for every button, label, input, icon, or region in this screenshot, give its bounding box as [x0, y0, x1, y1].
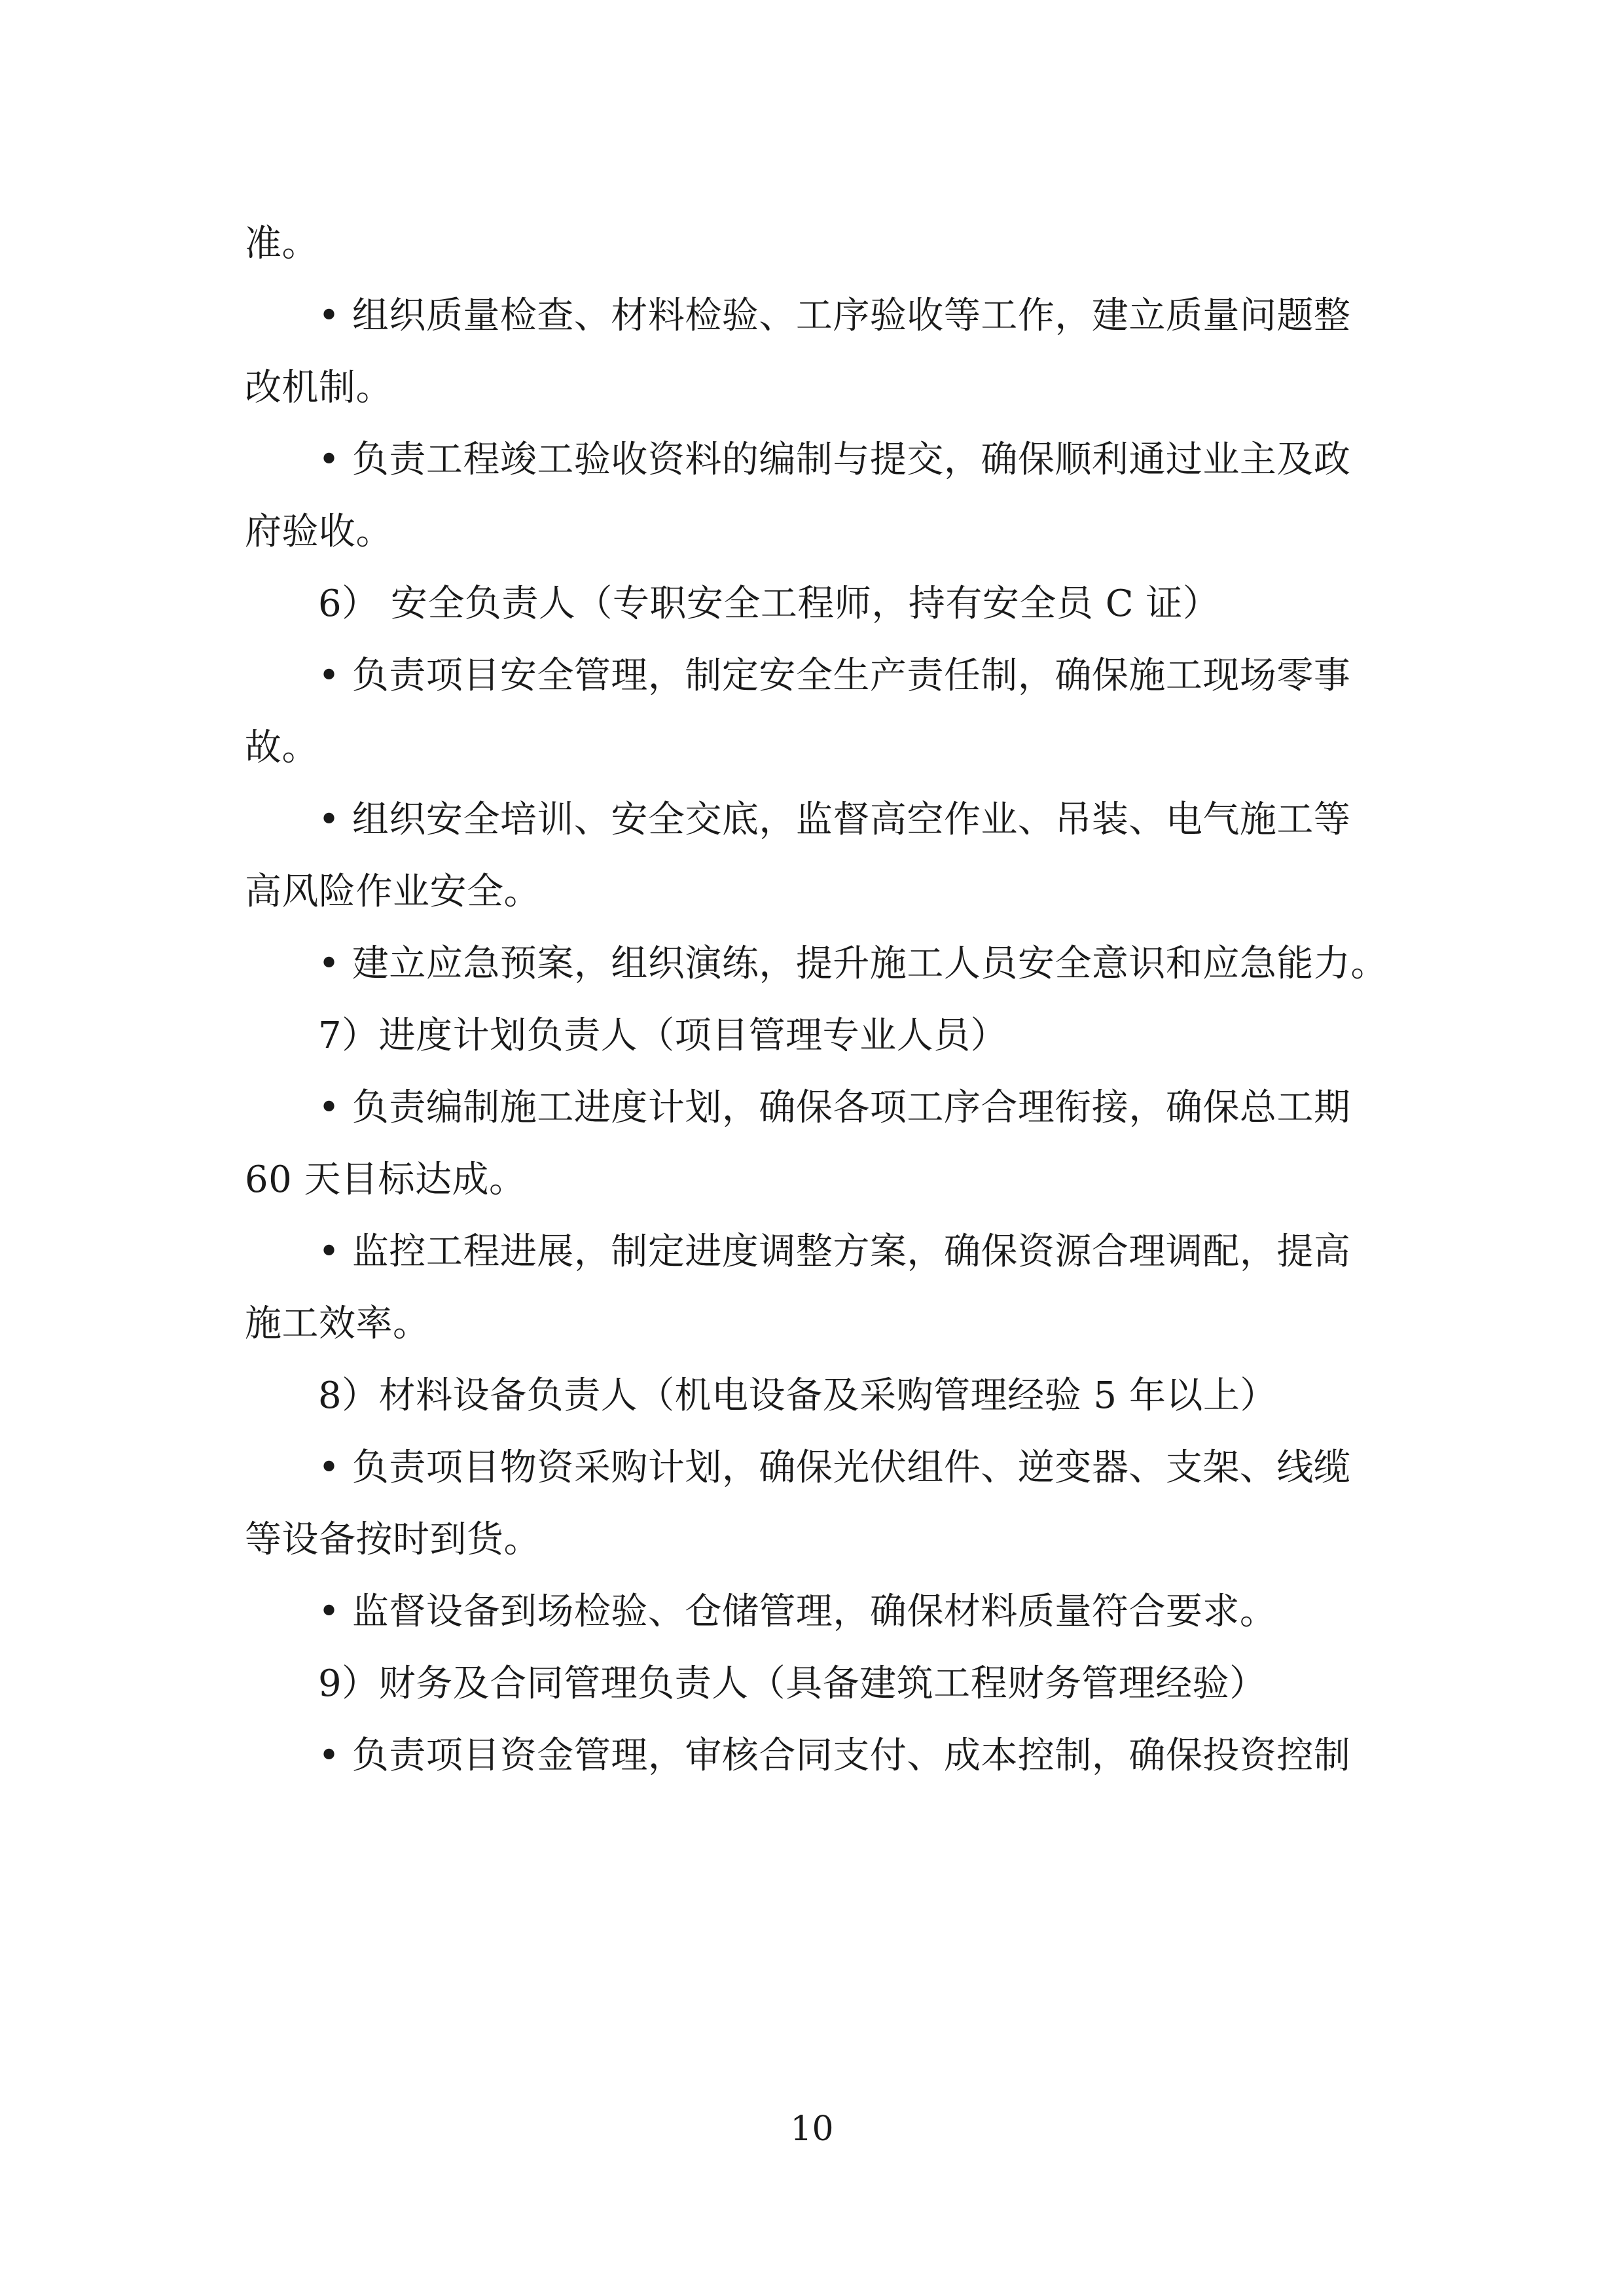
bullet-item: • 组织安全培训、安全交底，监督高空作业、吊装、电气施工等: [318, 798, 1351, 841]
text-line: 等设备按时到货。: [245, 1518, 541, 1561]
bullet-item: • 建立应急预案，组织演练，提升施工人员安全意识和应急能力。: [318, 942, 1388, 985]
section-heading-7: 7）进度计划负责人（项目管理专业人员）: [318, 1014, 1008, 1057]
section-heading-8: 8）材料设备负责人（机电设备及采购管理经验 5 年以上）: [318, 1374, 1277, 1417]
bullet-item: • 负责工程竣工验收资料的编制与提交，确保顺利通过业主及政: [318, 439, 1351, 481]
page-number: 10: [790, 2109, 834, 2149]
bullet-item: • 监督设备到场检验、仓储管理，确保材料质量符合要求。: [318, 1590, 1277, 1633]
text-line: 府验收。: [245, 511, 393, 553]
text-line: 改机制。: [245, 367, 393, 409]
text-line: 60 天目标达成。: [245, 1158, 526, 1201]
text-line: 故。: [245, 726, 319, 769]
section-heading-9: 9）财务及合同管理负责人（具备建筑工程财务管理经验）: [318, 1662, 1267, 1705]
document-body: [245, 208, 1388, 1792]
bullet-item: • 负责项目物资采购计划，确保光伏组件、逆变器、支架、线缆: [318, 1446, 1351, 1489]
bullet-item: • 负责项目资金管理，审核合同支付、成本控制，确保投资控制: [318, 1734, 1351, 1777]
section-heading-6: 6） 安全负责人（专职安全工程师，持有安全员 C 证）: [318, 583, 1220, 625]
text-line: 施工效率。: [245, 1302, 430, 1345]
bullet-item: • 负责编制施工进度计划，确保各项工序合理衔接，确保总工期: [318, 1086, 1351, 1129]
bullet-item: • 负责项目安全管理，制定安全生产责任制，确保施工现场零事: [318, 655, 1351, 697]
text-line: 高风险作业安全。: [245, 870, 541, 913]
bullet-item: • 监控工程进展，制定进度调整方案，确保资源合理调配，提高: [318, 1230, 1351, 1273]
text-line: 准。: [245, 223, 319, 265]
bullet-item: • 组织质量检查、材料检验、工序验收等工作，建立质量问题整: [318, 295, 1351, 337]
